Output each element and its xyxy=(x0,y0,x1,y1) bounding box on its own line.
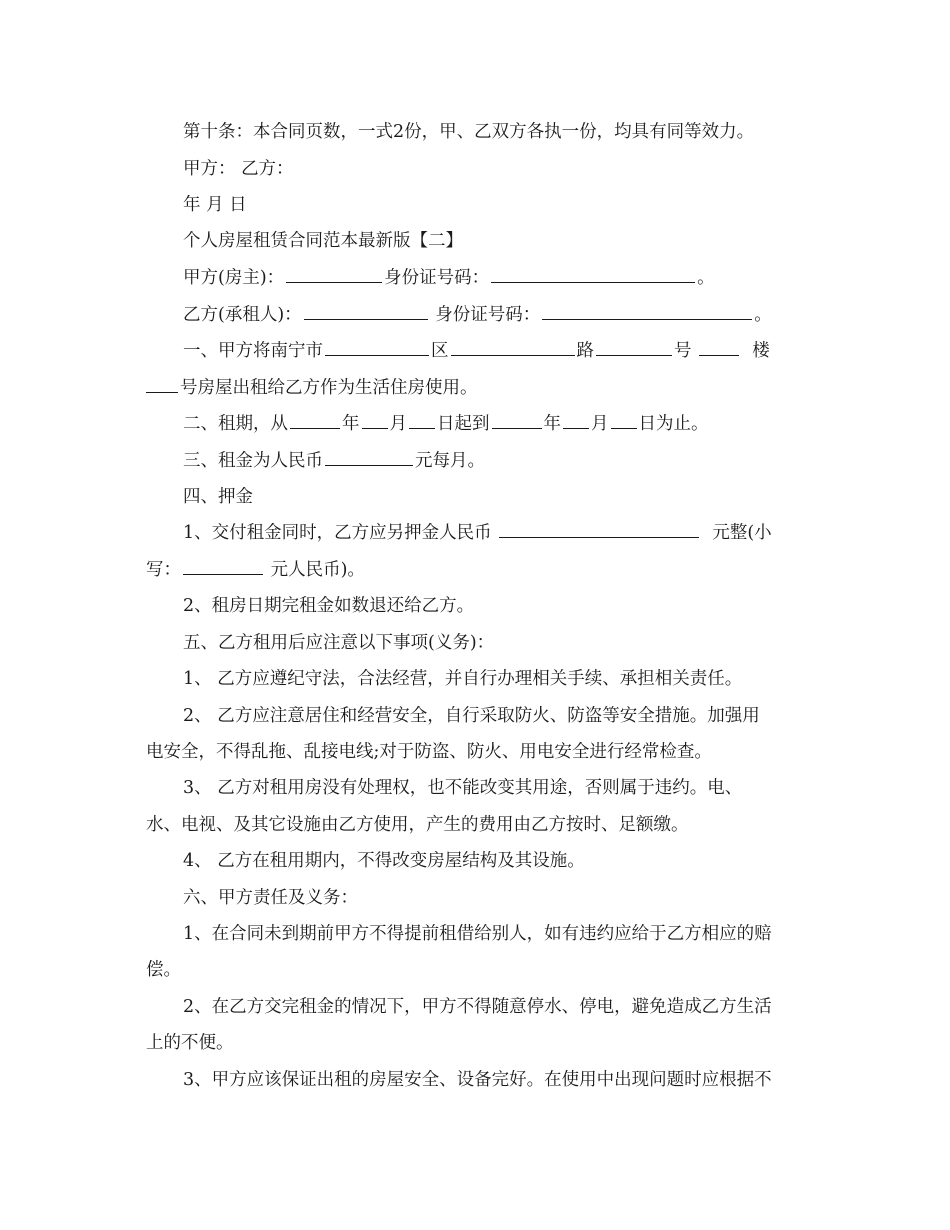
clause-six-item2-line2: 上的不便。 xyxy=(146,1033,234,1053)
clause-five-item1: 1、 乙方应遵纪守法，合法经营，并自行办理相关手续、承担相关责任。 xyxy=(183,669,743,689)
contract-title: 个人房屋租赁合同范本最新版【二】 xyxy=(183,231,463,251)
clause-five-item3-line1: 3、 乙方对租用房没有处理权，也不能改变其用途，否则属于违约。电、 xyxy=(183,778,743,798)
clause-two xyxy=(183,412,810,436)
party-a-line xyxy=(183,266,810,290)
rent-unit: 元每月。 xyxy=(415,451,485,471)
rent-label: 三、租金为人民币 xyxy=(183,451,323,471)
room-blank xyxy=(146,376,178,393)
clause-one-line1 xyxy=(183,339,810,363)
road-label: 路 xyxy=(576,341,594,361)
period-mark: 。 xyxy=(697,268,715,288)
party-b-line xyxy=(183,303,810,327)
deposit-amount-blank xyxy=(499,521,699,538)
party-a-id-label: 身份证号码： xyxy=(384,268,490,288)
party-b-label: 乙方(承租人)： xyxy=(183,305,302,325)
deposit-refund: 2、租房日期完租金如数退还给乙方。 xyxy=(183,596,475,616)
city-blank xyxy=(325,339,429,356)
clause-one-purpose: 号房屋出租给乙方作为生活住房使用。 xyxy=(180,378,478,398)
signature-date: 年 月 日 xyxy=(183,195,247,215)
clause-five-heading: 五、乙方租用后应注意以下事项(义务)： xyxy=(183,633,495,653)
year-label: 年 xyxy=(543,414,561,434)
party-b-id-blank xyxy=(542,303,752,320)
party-b-name-blank xyxy=(304,303,428,320)
party-b-id-label: 身份证号码： xyxy=(435,305,541,325)
rent-amount-blank xyxy=(325,449,413,466)
clause-six-item1-line2: 偿。 xyxy=(146,960,181,980)
signature-parties: 甲方： 乙方： xyxy=(183,159,294,179)
road-blank xyxy=(596,339,672,356)
clause-five-item3-line2: 水、电视、及其它设施由乙方使用，产生的费用由乙方按时、足额缴。 xyxy=(146,815,689,835)
clause-ten: 第十条：本合同页数，一式2份，甲、乙双方各执一份，均具有同等效力。 xyxy=(183,122,755,142)
clause-six-item1-line1: 1、在合同未到期前甲方不得提前租借给别人，如有违约应给于乙方相应的赔 xyxy=(183,924,772,944)
building-label: 楼 xyxy=(752,341,770,361)
clause-six-item3-line1: 3、甲方应该保证出租的房屋安全、设备完好。在使用中出现问题时应根据不 xyxy=(183,1070,772,1090)
period-mark: 。 xyxy=(754,305,772,325)
year-label: 年 xyxy=(342,414,360,434)
month-label: 月 xyxy=(389,414,407,434)
clause-three xyxy=(183,449,810,473)
clause-one-text: 一、甲方将南宁市 xyxy=(183,341,323,361)
deposit-label: 1、交付租金同时，乙方应另押金人民币 xyxy=(183,523,492,543)
start-year-blank xyxy=(290,412,340,429)
clause-four-heading: 四、押金 xyxy=(183,487,253,507)
clause-five-item2-line1: 2、 乙方应注意居住和经营安全，自行采取防火、防盗等安全措施。加强用 xyxy=(183,706,760,726)
district-blank xyxy=(451,339,575,356)
clause-five-item2-line2: 电安全，不得乱拖、乱接电线;对于防盗、防火、用电安全进行经常检查。 xyxy=(146,742,712,762)
end-day-blank xyxy=(611,412,637,429)
lease-term-label: 二、租期，从 xyxy=(183,414,288,434)
start-day-blank xyxy=(409,412,435,429)
day-from-label: 日起到 xyxy=(437,414,490,434)
clause-five-item4: 4、 乙方在租用期内，不得改变房屋结构及其设施。 xyxy=(183,851,585,871)
day-until-label: 日为止。 xyxy=(638,414,709,434)
number-label: 号 xyxy=(674,341,692,361)
party-a-name-blank xyxy=(286,266,382,283)
end-month-blank xyxy=(563,412,589,429)
party-a-id-blank xyxy=(491,266,695,283)
number-blank xyxy=(699,339,739,356)
clause-six-heading: 六、甲方责任及义务： xyxy=(183,888,358,908)
deposit-line2 xyxy=(146,558,810,582)
clause-six-item2-line1: 2、在乙方交完租金的情况下，甲方不得随意停水、停电，避免造成乙方生活 xyxy=(183,997,772,1017)
party-a-label: 甲方(房主)： xyxy=(183,268,285,288)
start-month-blank xyxy=(362,412,388,429)
month-label: 月 xyxy=(591,414,609,434)
end-year-blank xyxy=(492,412,542,429)
deposit-lowercase-blank xyxy=(183,558,263,575)
deposit-unit: 元整(小 xyxy=(712,523,772,543)
district-label: 区 xyxy=(431,341,449,361)
deposit-currency: 元人民币)。 xyxy=(270,560,365,580)
deposit-line1 xyxy=(183,521,810,545)
clause-one-line2 xyxy=(146,376,810,400)
lowercase-label: 写： xyxy=(146,560,181,580)
